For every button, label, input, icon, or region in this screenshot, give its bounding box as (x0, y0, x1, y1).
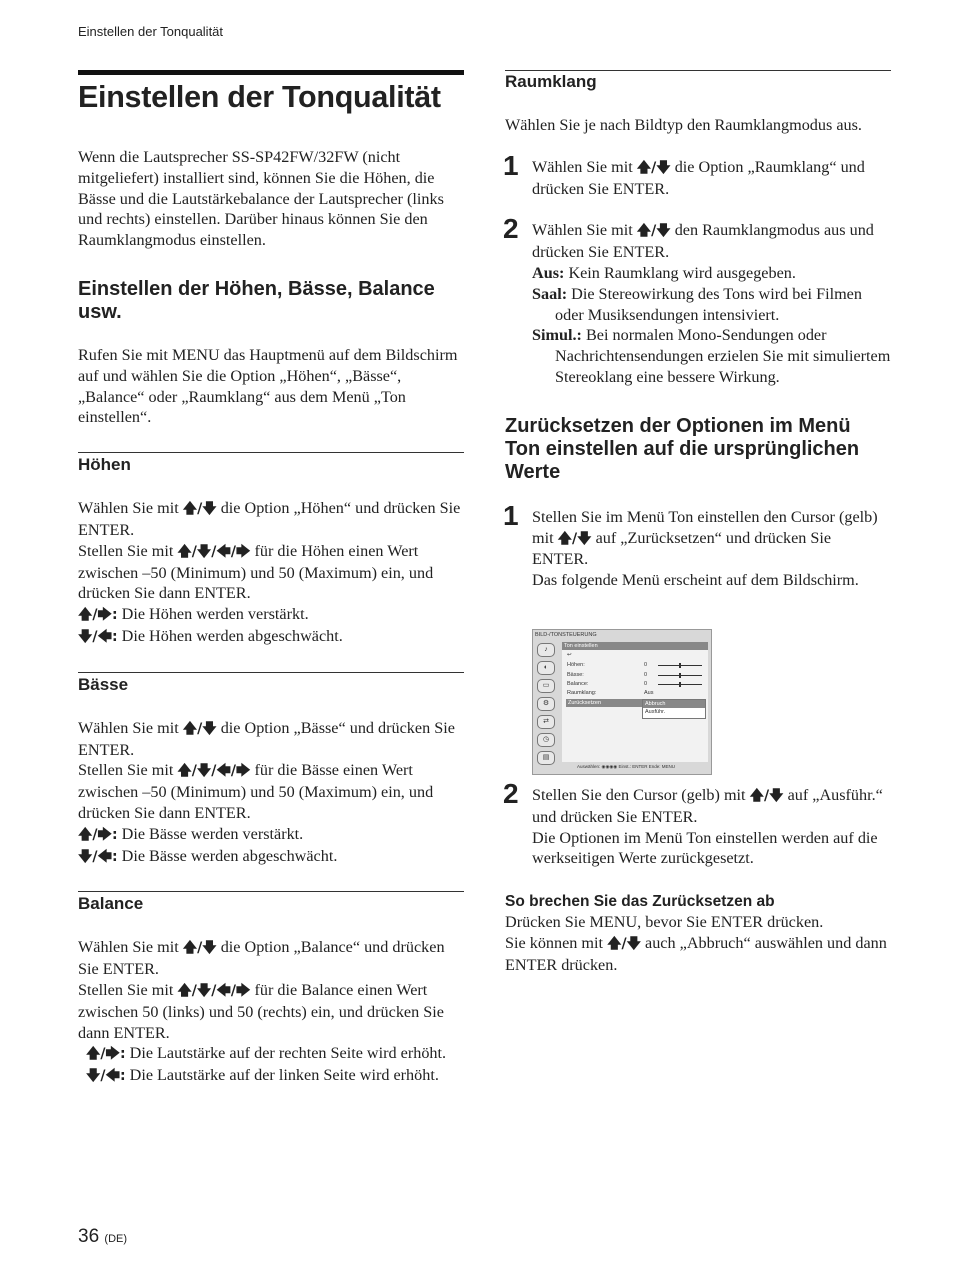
arrow-up-down-icon: 🡅/🡇 (182, 501, 217, 518)
popup-item: Ausführ. (645, 709, 666, 715)
arrow-down-left-icon: 🡇/🡄: (78, 628, 118, 645)
menu-footer: Auswählen: ◉◉◉◉ Einst.: ENTER Ende: MENU (577, 764, 675, 769)
baesse-down: 🡇/🡄: Die Bässe werden abgeschwächt. (78, 846, 338, 865)
info-icon: ▤ (537, 751, 555, 765)
hoehen-text: Wählen Sie mit 🡅/🡇 die Option „Höhen“ und drücken Sie ENTER. Stellen Sie mit 🡅/🡇/🡄/🡆 für die Höhen einen Wert zwischen –50 (Minimum) und 50 (Maximum) ein, und drücken Sie dann ENTER. (78, 499, 461, 603)
menu-value: Aus (644, 690, 654, 696)
menu-value: 0 (644, 662, 648, 668)
raumklang-step-1: 1 Wählen Sie mit 🡅/🡇 die Option „Raumklang“ und drücken Sie ENTER. (503, 149, 865, 198)
balance-up: 🡅/🡆: Die Lautstärke auf der rechten Seite wird erhöht. (86, 1044, 447, 1063)
step-number: 2 (503, 213, 519, 245)
step-number: 1 (503, 149, 519, 181)
step-number: 1 (503, 499, 519, 531)
running-header: Einstellen der Tonqualität (78, 24, 224, 39)
picture-icon: ◐ (537, 661, 555, 675)
arrow-up-down-icon: 🡅/🡇 (182, 720, 217, 737)
cancel-text-2: Sie können mit 🡅/🡇 auch „Abbruch“ auswählen und dann ENTER drücken. (505, 933, 887, 974)
arrow-up-down-icon: 🡅/🡇 (557, 530, 592, 547)
cancel-heading: So brechen Sie das Zurücksetzen ab (505, 893, 775, 911)
menu-bar: Ton einstellen (562, 642, 708, 650)
arrow-all-icon: 🡅/🡇/🡄/🡆 (177, 543, 251, 560)
baesse-up: 🡅/🡆: Die Bässe werden verstärkt. (78, 824, 304, 843)
menu-value: 0 (644, 672, 648, 678)
arrow-up-down-icon: 🡅/🡇 (607, 935, 641, 952)
left-column (78, 70, 464, 1087)
arrow-all-icon: 🡅/🡇/🡄/🡆 (177, 763, 251, 780)
reset-step-1-note: Das folgende Menü erscheint auf dem Bildschirm. (532, 571, 859, 590)
page-title: Einstellen der Tonqualität (78, 70, 464, 115)
arrow-up-right-icon: 🡅/🡆: (78, 826, 118, 843)
arrow-all-icon: 🡅/🡇/🡄/🡆 (177, 982, 251, 999)
reset-step-2: 2 Stellen Sie den Cursor (gelb) mit 🡅/🡇 auf „Ausführ.“ und drücken Sie ENTER. Die Optionen im Menü Ton einstellen werden auf die werkseitigen Werte zurückgesetzt. (505, 785, 891, 869)
heading-raumklang: Raumklang (505, 70, 891, 92)
raumklang-intro: Wählen Sie je nach Bildtyp den Raumklangmodus aus. (505, 116, 862, 134)
reset-step-2-note: Die Optionen im Menü Ton einstellen werden auf die werkseitigen Werte zurückgesetzt. (532, 828, 878, 868)
menu-row-balance: Balance: (567, 681, 589, 687)
popup-item: Abbruch (643, 700, 705, 708)
option-simul: Simul.: Bei normalen Mono-Sendungen oder Nachrichtensendungen erzielen Sie mit simuliertem Stereoklang eine bessere Wirkung. (532, 326, 891, 386)
step-number: 2 (503, 777, 519, 809)
page-number: 36 (DE) (78, 1226, 128, 1247)
arrow-up-right-icon: 🡅/🡆: (78, 607, 118, 624)
section-text: Rufen Sie mit MENU das Hauptmenü auf dem Bildschirm auf und wählen Sie die Option „Höhen“, „Bässe“, „Balance“ oder „Raumklang“ aus dem Menü „Ton einstellen“. (78, 345, 458, 427)
heading-hoehen: Höhen (78, 452, 464, 475)
hoehen-up: 🡅/🡆: Die Höhen werden verstärkt. (78, 605, 309, 624)
menu-row-hoehen: Höhen: (567, 662, 585, 668)
menu-slider (658, 665, 702, 666)
heading-balance: Balance (78, 891, 464, 914)
menu-row-raumklang: Raumklang: (567, 690, 597, 696)
return-icon: ↩ (567, 652, 572, 658)
menu-side-icons (535, 642, 559, 769)
intro-text: Wenn die Lautsprecher SS-SP42FW/32FW (nicht mitgeliefert) installiert sind, können Sie die Höhen, die Bässe und die Lautstärkebalance der Lautsprecher (links und rechts) einstellen. Darüber hinaus können Sie den Raumklangmodus einstellen. (78, 148, 444, 250)
section-heading-hoehen-baesse: Einstellen der Höhen, Bässe, Balance usw. (78, 277, 435, 323)
cancel-text-1: Drücken Sie MENU, bevor Sie ENTER drücken. (505, 913, 824, 932)
arrow-up-right-icon: 🡅/🡆: (86, 1046, 126, 1063)
section-heading-reset: Zurücksetzen der Optionen im Menü Ton einstellen auf die ursprünglichen Werte (505, 414, 860, 483)
menu-selected-row: Zurücksetzen (566, 699, 642, 707)
heading-baesse: Bässe (78, 672, 464, 695)
timer-icon: ◷ (537, 733, 555, 747)
arrow-down-left-icon: 🡇/🡄: (86, 1068, 126, 1085)
reset-step-1: 1 Stellen Sie im Menü Ton einstellen den Cursor (gelb) mit 🡅/🡇 auf „Zurücksetzen“ und drücken Sie ENTER. Das folgende Menü erscheint auf dem Bildschirm. (505, 507, 891, 591)
balance-text: Wählen Sie mit 🡅/🡇 die Option „Balance“ und drücken Sie ENTER. Stellen Sie mit 🡅/🡇/🡄/🡆 für die Balance einen Wert zwischen 50 (links) und 50 (rechts) ein, und drücken Sie dann ENTER. (78, 938, 445, 1042)
hoehen-down: 🡇/🡄: Die Höhen werden abgeschwächt. (78, 626, 343, 645)
right-column (505, 70, 891, 976)
menu-title: BILD-/TONSTEUERUNG (535, 632, 597, 638)
baesse-text: Wählen Sie mit 🡅/🡇 die Option „Bässe“ und drücken Sie ENTER. Stellen Sie mit 🡅/🡇/🡄/🡆 für die Bässe einen Wert zwischen –50 (Minimum) und 50 (Maximum) ein, und drücken Sie dann ENTER. (78, 718, 455, 822)
arrow-up-down-icon: 🡅/🡇 (182, 940, 217, 957)
menu-value: 0 (644, 681, 648, 687)
menu-pane (562, 642, 708, 762)
setup-icon: ⚙ (537, 697, 555, 711)
option-saal: Saal: Die Stereowirkung des Tons wird bei Filmen oder Musiksendungen intensiviert. (532, 284, 862, 324)
sound-icon: ♪ (537, 643, 555, 657)
raumklang-step-2: 2 Wählen Sie mit 🡅/🡇 den Raumklangmodus aus und drücken Sie ENTER. Aus: Kein Raumklang wird ausgegeben. Saal: Die Stereowirkung des Tons wird bei Filmen oder Musiksendungen intensiviert. Simul.: Bei normalen Mono-Sendungen oder Nachrichtensendungen erzielen Sie mit simuliertem Stereoklang eine bessere Wirkung. (503, 213, 891, 386)
menu-slider (658, 675, 702, 676)
option-aus: Aus: Kein Raumklang wird ausgegeben. (532, 263, 796, 282)
input-icon: ⇄ (537, 715, 555, 729)
balance-down: 🡇/🡄: Die Lautstärke auf der linken Seite wird erhöht. (86, 1066, 439, 1085)
arrow-up-down-icon: 🡅/🡇 (636, 159, 671, 176)
arrow-up-down-icon: 🡅/🡇 (749, 787, 784, 804)
menu-row-baesse: Bässe: (567, 672, 584, 678)
screen-icon: ▭ (537, 679, 555, 693)
menu-screenshot (532, 629, 712, 775)
arrow-down-left-icon: 🡇/🡄: (78, 848, 118, 865)
arrow-up-down-icon: 🡅/🡇 (636, 223, 671, 240)
menu-popup (642, 699, 706, 719)
menu-slider (658, 684, 702, 685)
